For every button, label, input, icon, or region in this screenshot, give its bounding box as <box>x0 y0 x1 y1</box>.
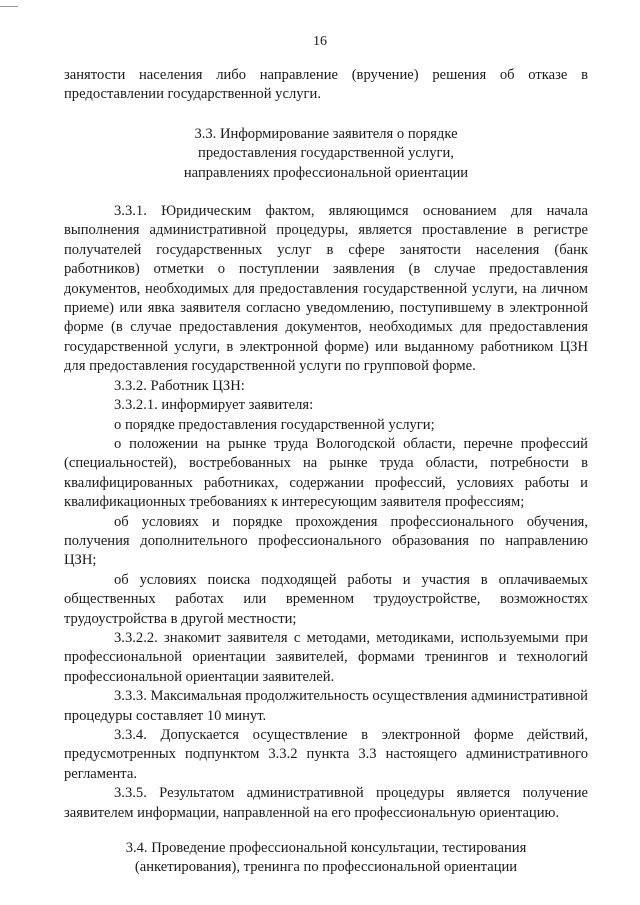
section-3-4-heading-line: (анкетирования), тренинга по профессиональной ориентации <box>134 859 518 876</box>
section-3-4-heading-line: 3.4. Проведение профессиональной консультации, тестирования <box>125 840 527 857</box>
section-3-3-heading <box>64 125 588 183</box>
list-item-training: об условиях и порядке прохождения профессионального обучения, получения дополнительного профессионального образования по направлению ЦЗН; <box>64 513 588 569</box>
paragraph-3-3-5: 3.3.5. Результатом административной процедуры является получение заявителем информации, направленной на его профессиональную ориентацию. <box>64 785 588 821</box>
section-3-3-heading-line: направлениях профессиональной ориентации <box>183 164 469 181</box>
list-item-job-search: об условиях поиска подходящей работы и участия в оплачиваемых общественных работах или временном трудоустройстве, возможностях трудоустройства в другой местности; <box>64 571 588 627</box>
paragraph-3-3-4: 3.3.4. Допускается осуществление в электронной форме действий, предусмотренных подпунктом 3.3.2 пункта 3.3 настоящего административного регламента. <box>64 727 588 782</box>
section-3-4-heading <box>64 839 588 878</box>
list-item-labour-market: о положении на рынке труда Вологодской области, перечне профессий (специальностей), востребованных на рынке труда области, потребности в квалифицированных работниках, содержании профессий, условиях работы и квалификационных требованиях к интересующим заявителя профессиям; <box>64 435 588 511</box>
intro-paragraph: занятости населения либо направление (вручение) решения об отказе в предоставлении государственной услуги. <box>64 67 588 103</box>
paragraph-3-3-1: 3.3.1. Юридическим фактом, являющимся основанием для начала выполнения административной процедуры, является проставление в регистре получателей государственных услуг в сфере занятости населения (банк работников) отметки о поступлении заявления (в случае предоставления документов, необходимых для предоставления государственной услуги, на личном приеме) или явка заявителя согласно уведомлению, поступившему в электронной форме (в случае предоставления документов, необходимых для предоставления государственной услуги, в электронной форме) или выданному работником ЦЗН для предоставления государственной услуги по групповой форме. <box>64 203 588 375</box>
paragraph-3-3-3: 3.3.3. Максимальная продолжительность осуществления административной процедуры составляет 10 минут. <box>64 688 588 724</box>
scan-edge-mark <box>0 6 18 7</box>
page-body <box>64 66 588 878</box>
paragraph-3-3-2-2: 3.3.2.2. знакомит заявителя с методами, методиками, используемыми при профессиональной ориентации заявителей, формами тренингов и технологий профессиональной ориентации заявителей. <box>64 629 588 685</box>
list-item-order-of-service: о порядке предоставления государственной услуги; <box>114 416 435 433</box>
page-number: 16 <box>313 34 327 49</box>
paragraph-3-3-2: 3.3.2. Работник ЦЗН: <box>114 377 245 394</box>
section-3-3-heading-line: 3.3. Информирование заявителя о порядке <box>194 125 458 142</box>
section-3-3-heading-line: предоставления государственной услуги, <box>198 145 454 162</box>
paragraph-3-3-2-1: 3.3.2.1. информирует заявителя: <box>114 397 314 414</box>
